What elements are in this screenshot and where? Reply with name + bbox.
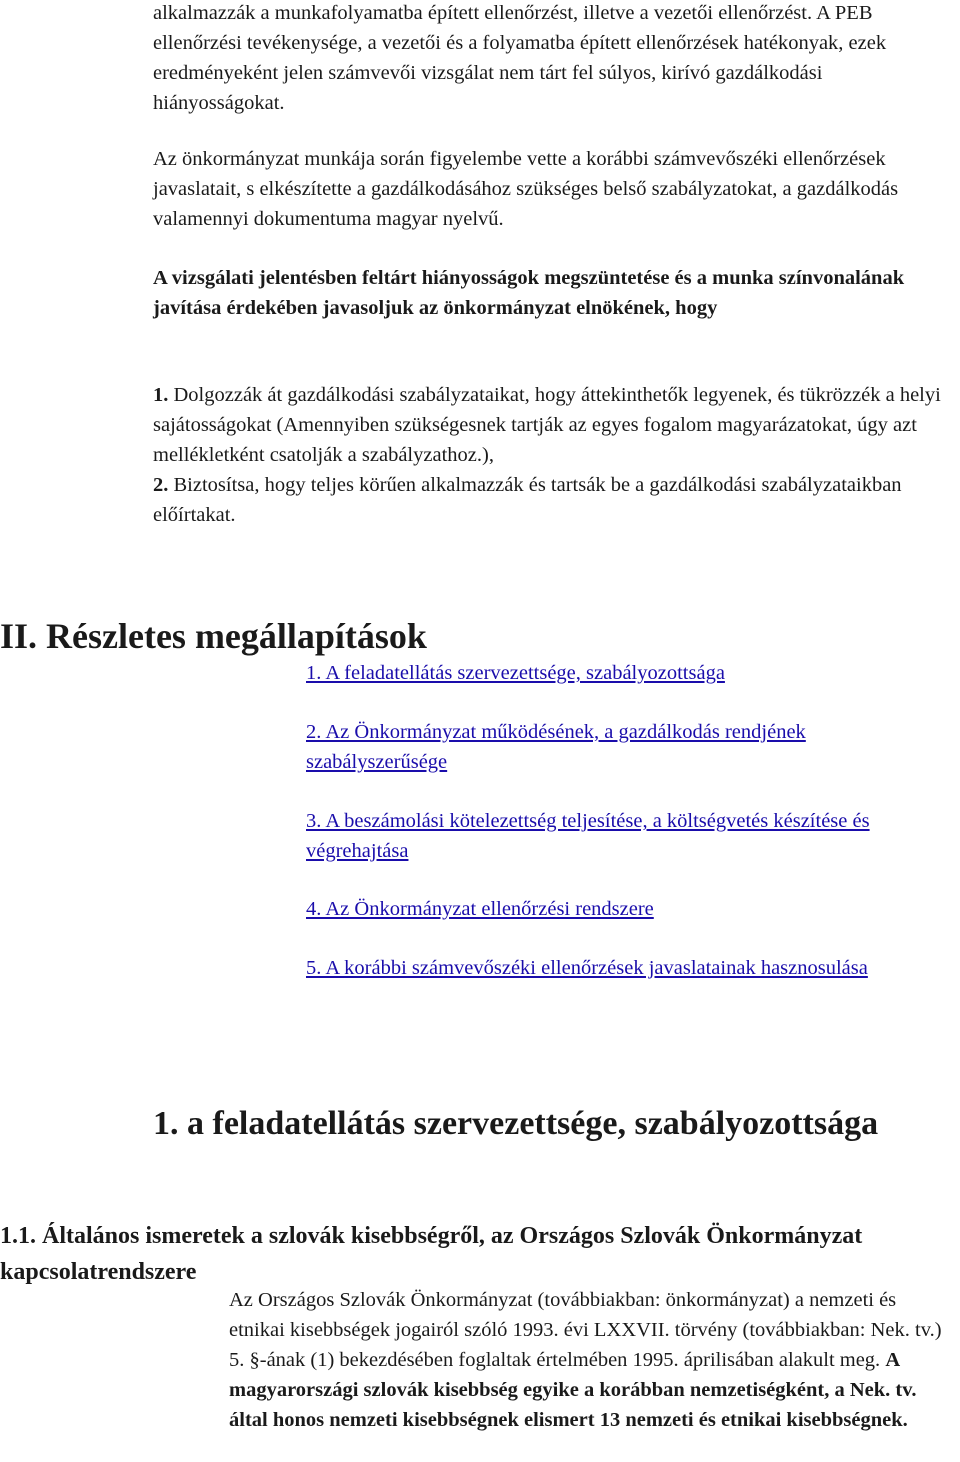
sub-subsection-heading: 1.1. Általános ismeretek a szlovák kisebbségről, az Országos Szlovák Önkormányzat kapcsolatrendszere — [0, 1223, 863, 1285]
toc-link-1[interactable]: 1. A feladatellátás szervezettsége, szabályozottsága — [306, 662, 725, 684]
toc-link-4[interactable]: 4. Az Önkormányzat ellenőrzési rendszere — [306, 898, 654, 920]
toc-item-3 — [306, 806, 946, 866]
toc-item-1 — [306, 658, 946, 688]
recommendation-2-number: 2. — [153, 474, 169, 496]
subsection-heading: 1. a feladatellátás szervezettsége, szabályozottsága — [153, 1105, 879, 1142]
toc-item-4 — [306, 894, 946, 924]
recommendation-1-text: Dolgozzák át gazdálkodási szabályzataikat, hogy áttekinthetők legyenek, és tükrözzék a helyi sajátosságokat (Amennyiben szükségesnek tartják az egyes fogalom magyarázatokat, úgy azt mellékletként csatolják a szabályzathoz.), — [153, 384, 941, 466]
toc-link-2[interactable]: 2. Az Önkormányzat működésének, a gazdálkodás rendjének szabályszerűsége — [306, 721, 806, 773]
toc-link-3[interactable]: 3. A beszámolási kötelezettség teljesítése, a költségvetés készítése és végrehajtása — [306, 810, 870, 862]
recommendations-list — [153, 380, 958, 530]
section-heading: II. Részletes megállapítások — [0, 616, 427, 656]
toc-item-5 — [306, 953, 946, 983]
paragraph-slovak-minority-bold: A magyarországi szlovák kisebbség egyike a korábban nemzetiségként, a Nek. tv. által honos nemzeti kisebbségnek elismert 13 nemzeti és etnikai kisebbségnek. — [229, 1349, 917, 1431]
paragraph-slovak-minority-text: Az Országos Szlovák Önkormányzat (továbbiakban: önkormányzat) a nemzeti és etnikai kisebbségek jogairól szóló 1993. évi LXXVII. törvény (továbbiakban: Nek. tv.) 5. §-ának (1) bekezdésében foglaltak értelmében 1995. áprilisában alakult meg. — [229, 1289, 942, 1371]
toc-item-2 — [306, 717, 946, 777]
recommendation-2-text: Biztosítsa, hogy teljes körűen alkalmazzák és tartsák be a gazdálkodási szabályzataikban előírtakat. — [153, 474, 902, 526]
recommendation-1-number: 1. — [153, 384, 169, 406]
paragraph-peb-control: alkalmazzák a munkafolyamatba épített ellenőrzést, illetve a vezetői ellenőrzést. A PEB ellenőrzési tevékenysége, a vezetői és a folyamatba épített ellenőrzések hatékonyak, ezek eredményeként jelen számvevői vizsgálat nem tárt fel súlyos, kirívó gazdálkodási hiányosságokat. — [153, 2, 887, 114]
paragraph-slovak-minority — [229, 1285, 954, 1435]
paragraph-previous-audit: Az önkormányzat munkája során figyelembe vette a korábbi számvevőszéki ellenőrzések javaslatait, s elkészítette a gazdálkodásához szükséges belső szabályzatokat, a gazdálkodás valamennyi dokumentuma magyar nyelvű. — [153, 148, 899, 230]
recommendation-1 — [153, 380, 958, 470]
toc-link-5[interactable]: 5. A korábbi számvevőszéki ellenőrzések javaslatainak hasznosulása — [306, 957, 868, 979]
recommendation-2 — [153, 470, 958, 530]
paragraph-recommendation-intro: A vizsgálati jelentésben feltárt hiányosságok megszüntetése és a munka színvonalának javítása érdekében javasoljuk az önkormányzat elnökének, hogy — [153, 267, 905, 319]
